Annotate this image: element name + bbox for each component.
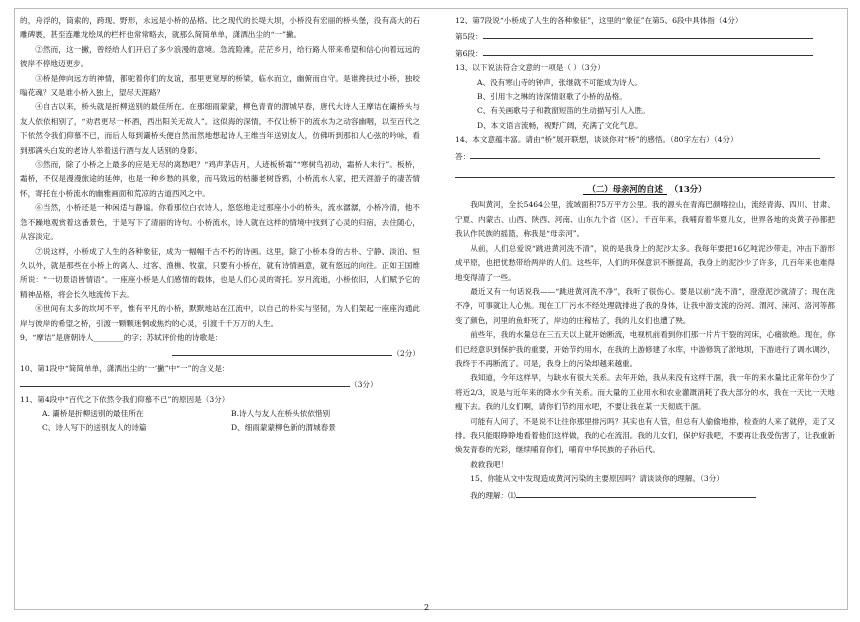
passage-paragraph: 可能有人问了，不是说不让往你那里排污吗？其实也有人管，但总有人偷偷地排，检查的人来了就停，走了又排。我只能眼睁睁地看着他们这样做，我的心在流泪。我的儿女们，保护好我吧，不要再让我受伤害了，让我重新焕发青春的光彩，继续哺育你们，哺育中华民族的子孙后代。	[455, 416, 835, 455]
passage-paragraph: 我叫黄河，全长5464公里，流域面积75万平方公里。我的源头在青海巴颜喀拉山，流经青海、四川、甘肃、宁夏、内蒙古、山西、陕西、河南、山东九个省（区）。千百年来，我哺育着华夏儿女，世界各地的炎黄子孙都把我认作民族的摇篮，称我是“母亲河”。	[455, 200, 835, 239]
section-score: （13分）	[669, 184, 707, 195]
option-b[interactable]: B、引用卞之琳的诗深情讴歌了小桥的品格。	[477, 92, 627, 102]
passage-paragraph: ⑦说这样，小桥成了人生的各种象征，成为一幅幅千古不朽的诗画。这里，除了小桥本身的古朴、宁静、淡泊、恒久以外，就是那些在小桥上的离人、过客、渔樵、牧童，只要有小桥在，就有诗情画意，就有悠远的向往。正如王国维所说：“一切景语皆情语”。一座座小桥是人们感情的载体，也是人们心灵的寄托。岁月流逝，小桥依旧，人们赋予它的精神品格，将会长久地流传下去。	[20, 246, 420, 299]
question-15-answer	[455, 487, 835, 503]
question-9-score: （2分）	[392, 349, 420, 359]
answer-blank[interactable]	[20, 376, 350, 387]
passage-paragraph: 前些年，我的水量总在三五天以上就开始断流，电视机前看到你们那一片片干裂的河床，心痛欲绝。现在，你们已经意识到保护我的重要，开始节约用水，在我的上游修建了水库，中游修筑了淤地坝，下游进行了调水调沙，我终于不再断流了。可是，我身上的污染却越来越重。	[455, 330, 835, 368]
page-number: 2	[424, 603, 430, 612]
passage-paragraph: 的，舟浮的，筒索的，跨现、野形，永远是小桥的品格。比之现代的长堤大坝，小桥没有宏丽的桥头堡，没有高大的石雕碑裹，甚至连雕龙绘凤的栏杆也常常略去，就那么简简单单，潇洒出尘的“一”撇。	[20, 16, 420, 40]
question-15: 15、你能从文中发现造成黄河污染的主要原因吗？请谈谈你的理解。（3分）	[470, 474, 724, 484]
answer-blank[interactable]	[483, 45, 813, 56]
question-14: 14、本文意蕴丰富。请由“桥”展开联想，谈谈你对“桥”的感悟。（80字左右）（4分）	[455, 135, 738, 145]
option-d[interactable]: D、细雨蒙蒙柳色新的渭城春景	[231, 423, 336, 433]
question-12: 12、第7段说“小桥成了人生的各种象征”，这里的“象征”在第5、6段中具体指（4分）	[455, 16, 743, 25]
passage-paragraph: ⑧世间有太多的坎坷不平，惟有平凡的小桥，默默地站在江流中，以自己的朴实与坚韧，为人们架起一座座沟通此岸与彼岸的希望之桥，引渡一颗颗迷惘或焦灼的心灵，引渡千千万万的人生。	[20, 304, 420, 328]
answer-blank[interactable]	[470, 148, 820, 159]
question-9-answer-line[interactable]	[20, 345, 420, 361]
option-c[interactable]: C、诗人写下的送别友人的诗篇	[42, 423, 147, 433]
option-a[interactable]: A. 灞桥是折柳送别的最佳所在	[42, 408, 144, 418]
answer-label: 我的理解：⑴	[470, 490, 516, 500]
question-10-answer-line[interactable]	[20, 376, 420, 392]
passage-paragraph: ③桥是伸向远方的神情，都驼着你们的友谊，那里更宽厚的桥梁，临水而立，幽俯而自守。是谁搀扶过小桥，独咬嗡花魂？又是谁小桥入独上，望尽天涯路？	[20, 73, 420, 98]
question-10-score: （3分）	[350, 380, 378, 390]
left-column	[20, 14, 420, 436]
answer-blank[interactable]	[172, 345, 392, 356]
passage-paragraph: 我知道，今年这样旱，与缺水有很大关系。去年开始，我从来没有这样干涸，我一年的来水量比正常年份少了将近2/3，说是与近年来的降水少有关系。而大量的工业用水和农业灌溉消耗了我大部分的水，我在一天比一天地瘦下去。我的儿女们啊，请你们节约用水吧，不要让我在某一天彻底干涸。	[455, 373, 835, 412]
section-title-text: （二）母亲河的自述	[583, 184, 666, 195]
passage-paragraph: 从前，人们总爱说“跳进黄河洗不清”，说的是我身上的泥沙太多。我每年要把16亿吨泥沙带走，冲击下游形成平原，也把忧愁带给两岸的人们。这些年，人们的环保意识不断提高，我身上的泥沙少了许多，几百年来也难得地变得清了一些。	[455, 243, 835, 282]
passage-paragraph: ⑤然而，除了小桥之上最多的应是无尽的离愁吧？“鸡声茅店月，人迹板桥霜”“寒树鸟初动，霜桥人未行”。板桥，霜桥，不仅是漫漫旅途的延伸，也是一种乡愁的具象，而马致远的枯藤老树昏鸦，小桥流水人家，把天涯游子的凄苦情怀，寄托在小桥流水的幽雅画面和荒凉的古道西风之中。	[20, 160, 420, 198]
answer-label: 答：	[455, 151, 471, 161]
option-c[interactable]: C、有关画歌号子和教窗短笛的生动描写引人入胜。	[477, 106, 650, 116]
answer-line[interactable]	[455, 164, 835, 178]
question-12-label: 第5段：	[455, 32, 483, 42]
question-12-item	[455, 28, 835, 44]
question-12-label: 第6段：	[455, 48, 483, 58]
answer-blank[interactable]	[483, 28, 813, 39]
question-14-answer	[455, 148, 835, 164]
passage-paragraph: 最近又有一句话说我——“跳进黄河洗不净”，我听了很伤心。要是以前“洗不清”，澄澄泥沙就清了；现在洗不净，可事就让人心焦。现在工厂污水不经处理就排进了我的身体，让我中游支流的汾河、渭河、涑河、洛河等都变了颜色，河里的鱼虾死了，岸边的庄稼枯了，我的儿女们也遭了殃。	[455, 286, 835, 325]
question-13: 13、以下说法符合文意的一项是（ ）（3分）	[455, 63, 605, 73]
question-9: 9、“摩诘”是唐朝诗人________的字；苏轼评价他的诗歌是：	[20, 332, 223, 342]
question-10: 10、第1段中“简简单单，潇洒出尘的‘一’撇”中“一”的含义是：	[20, 363, 230, 373]
question-11-options	[20, 421, 420, 435]
passage-paragraph: 救救我吧！	[470, 459, 509, 469]
option-a[interactable]: A、没有寒山寺的钟声，张继就不可能成为诗人。	[477, 77, 642, 87]
section-title	[455, 182, 835, 196]
question-11: 11、第4段中“百代之下依然令我们仰慕不已”的原因是（3分）	[20, 394, 230, 404]
question-11-options	[20, 407, 420, 421]
passage-paragraph: ②然而，这一撇，曾经给人们开启了多少浪漫的意境。急流险滩，茫茫乡月，给行路人带来希望和信心向着远远的彼岸不停地迈更步。	[20, 44, 420, 69]
passage-paragraph: ④自古以来，桥头就是折柳送别的最佳所在。在那细雨蒙蒙，柳色青青的渭城早春，唐代大诗人王摩诘在灞桥头与友人依依相别了，“劝君更尽一杯酒，西出阳关无故人”。这似海的深情，不仅让桥下的流水为之动容幽咽，以至百代之下依然令我们仰慕不已，而后人每到灞桥头便自然而然地想起诗人王维当年送别友人，仿佛听到那扣人心弦的吟咏，看到那满头白发的老诗人举着送行酒与友人话别的身影。	[20, 102, 420, 155]
option-b[interactable]: B.诗人与友人在桥头依依惜别	[231, 408, 331, 418]
option-d[interactable]: D、本文语言流畅，视野广阔，充满了文化气息。	[477, 120, 643, 130]
question-12-item	[455, 45, 835, 61]
right-column	[455, 14, 835, 503]
answer-blank[interactable]	[516, 487, 756, 498]
passage-paragraph: ⑥当然，小桥还是一种闲适与静谧。你看那位白衣诗人，悠悠地走过那座小小的桥头，流水潺潺，小桥冷清，他不急不躁地观赏着这番景色，于是写下了清丽的诗句。小桥流水，诗人就在这样的情境中找到了心灵的归宿，去住随心，从容淡定。	[20, 203, 420, 242]
